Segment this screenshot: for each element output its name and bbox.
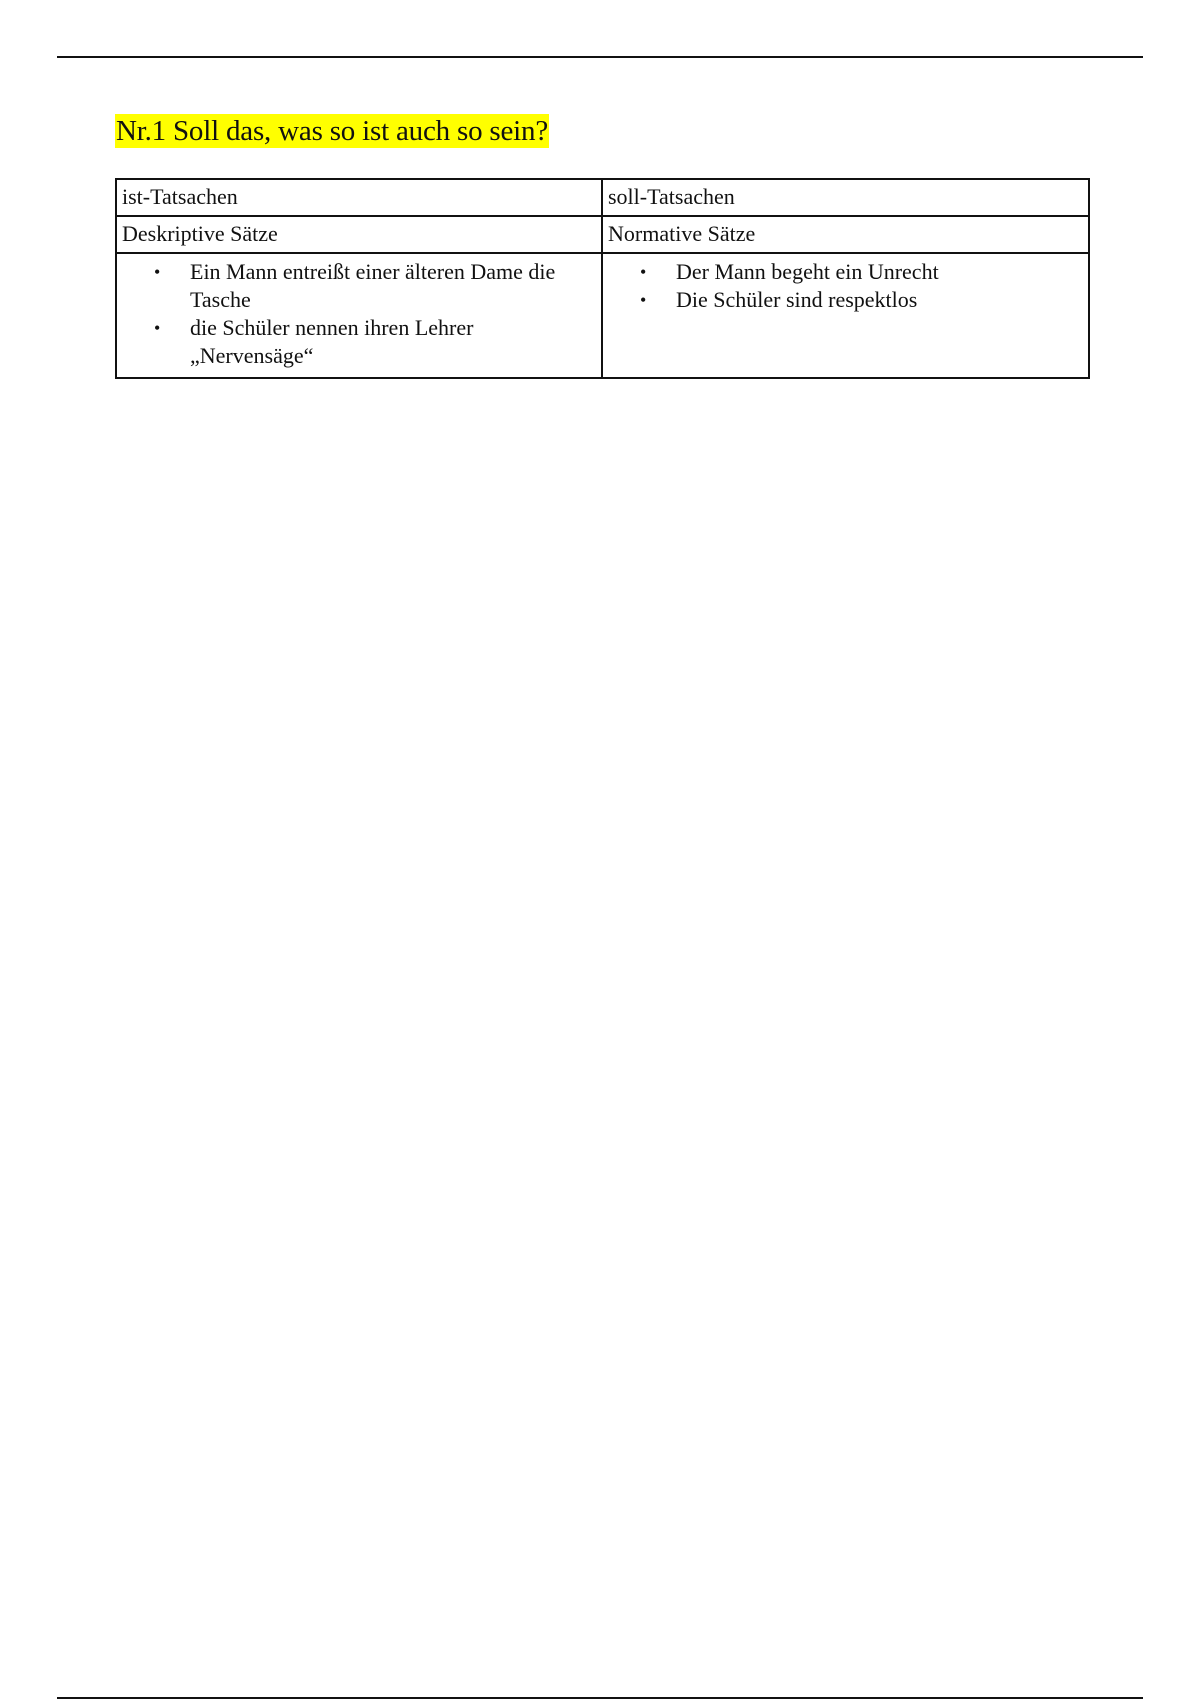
subheader-cell-normative: Normative Sätze bbox=[602, 216, 1089, 253]
list-item-text: Der Mann begeht ein Unrecht bbox=[676, 259, 939, 284]
table-row bbox=[116, 216, 1089, 253]
table-row bbox=[116, 179, 1089, 216]
table-row bbox=[116, 253, 1089, 378]
list-item-text: Ein Mann entreißt einer älteren Dame die Tasche bbox=[190, 259, 556, 312]
bullet-icon: • bbox=[640, 262, 647, 282]
examples-cell-soll bbox=[602, 253, 1089, 378]
list-item bbox=[154, 258, 596, 314]
bullet-icon: • bbox=[154, 262, 161, 282]
bullet-list-ist bbox=[122, 258, 596, 370]
list-item bbox=[640, 258, 1083, 286]
footer-rule bbox=[57, 1697, 1143, 1699]
section-heading bbox=[115, 112, 549, 150]
bullet-icon: • bbox=[640, 290, 647, 310]
list-item bbox=[640, 286, 1083, 314]
list-item-text: Die Schüler sind respektlos bbox=[676, 287, 918, 312]
highlighted-heading-text: Nr.1 Soll das, was so ist auch so sein? bbox=[116, 115, 549, 147]
header-rule bbox=[57, 56, 1143, 58]
subheader-cell-descriptive: Deskriptive Sätze bbox=[116, 216, 602, 253]
header-cell-ist: ist-Tatsachen bbox=[116, 179, 602, 216]
list-item-text: die Schüler nennen ihren Lehrer „Nervensäge“ bbox=[190, 315, 474, 368]
bullet-icon: • bbox=[154, 318, 161, 338]
bullet-list-soll bbox=[608, 258, 1083, 314]
facts-table bbox=[115, 178, 1090, 379]
examples-cell-ist bbox=[116, 253, 602, 378]
header-cell-soll: soll-Tatsachen bbox=[602, 179, 1089, 216]
list-item bbox=[154, 314, 596, 370]
